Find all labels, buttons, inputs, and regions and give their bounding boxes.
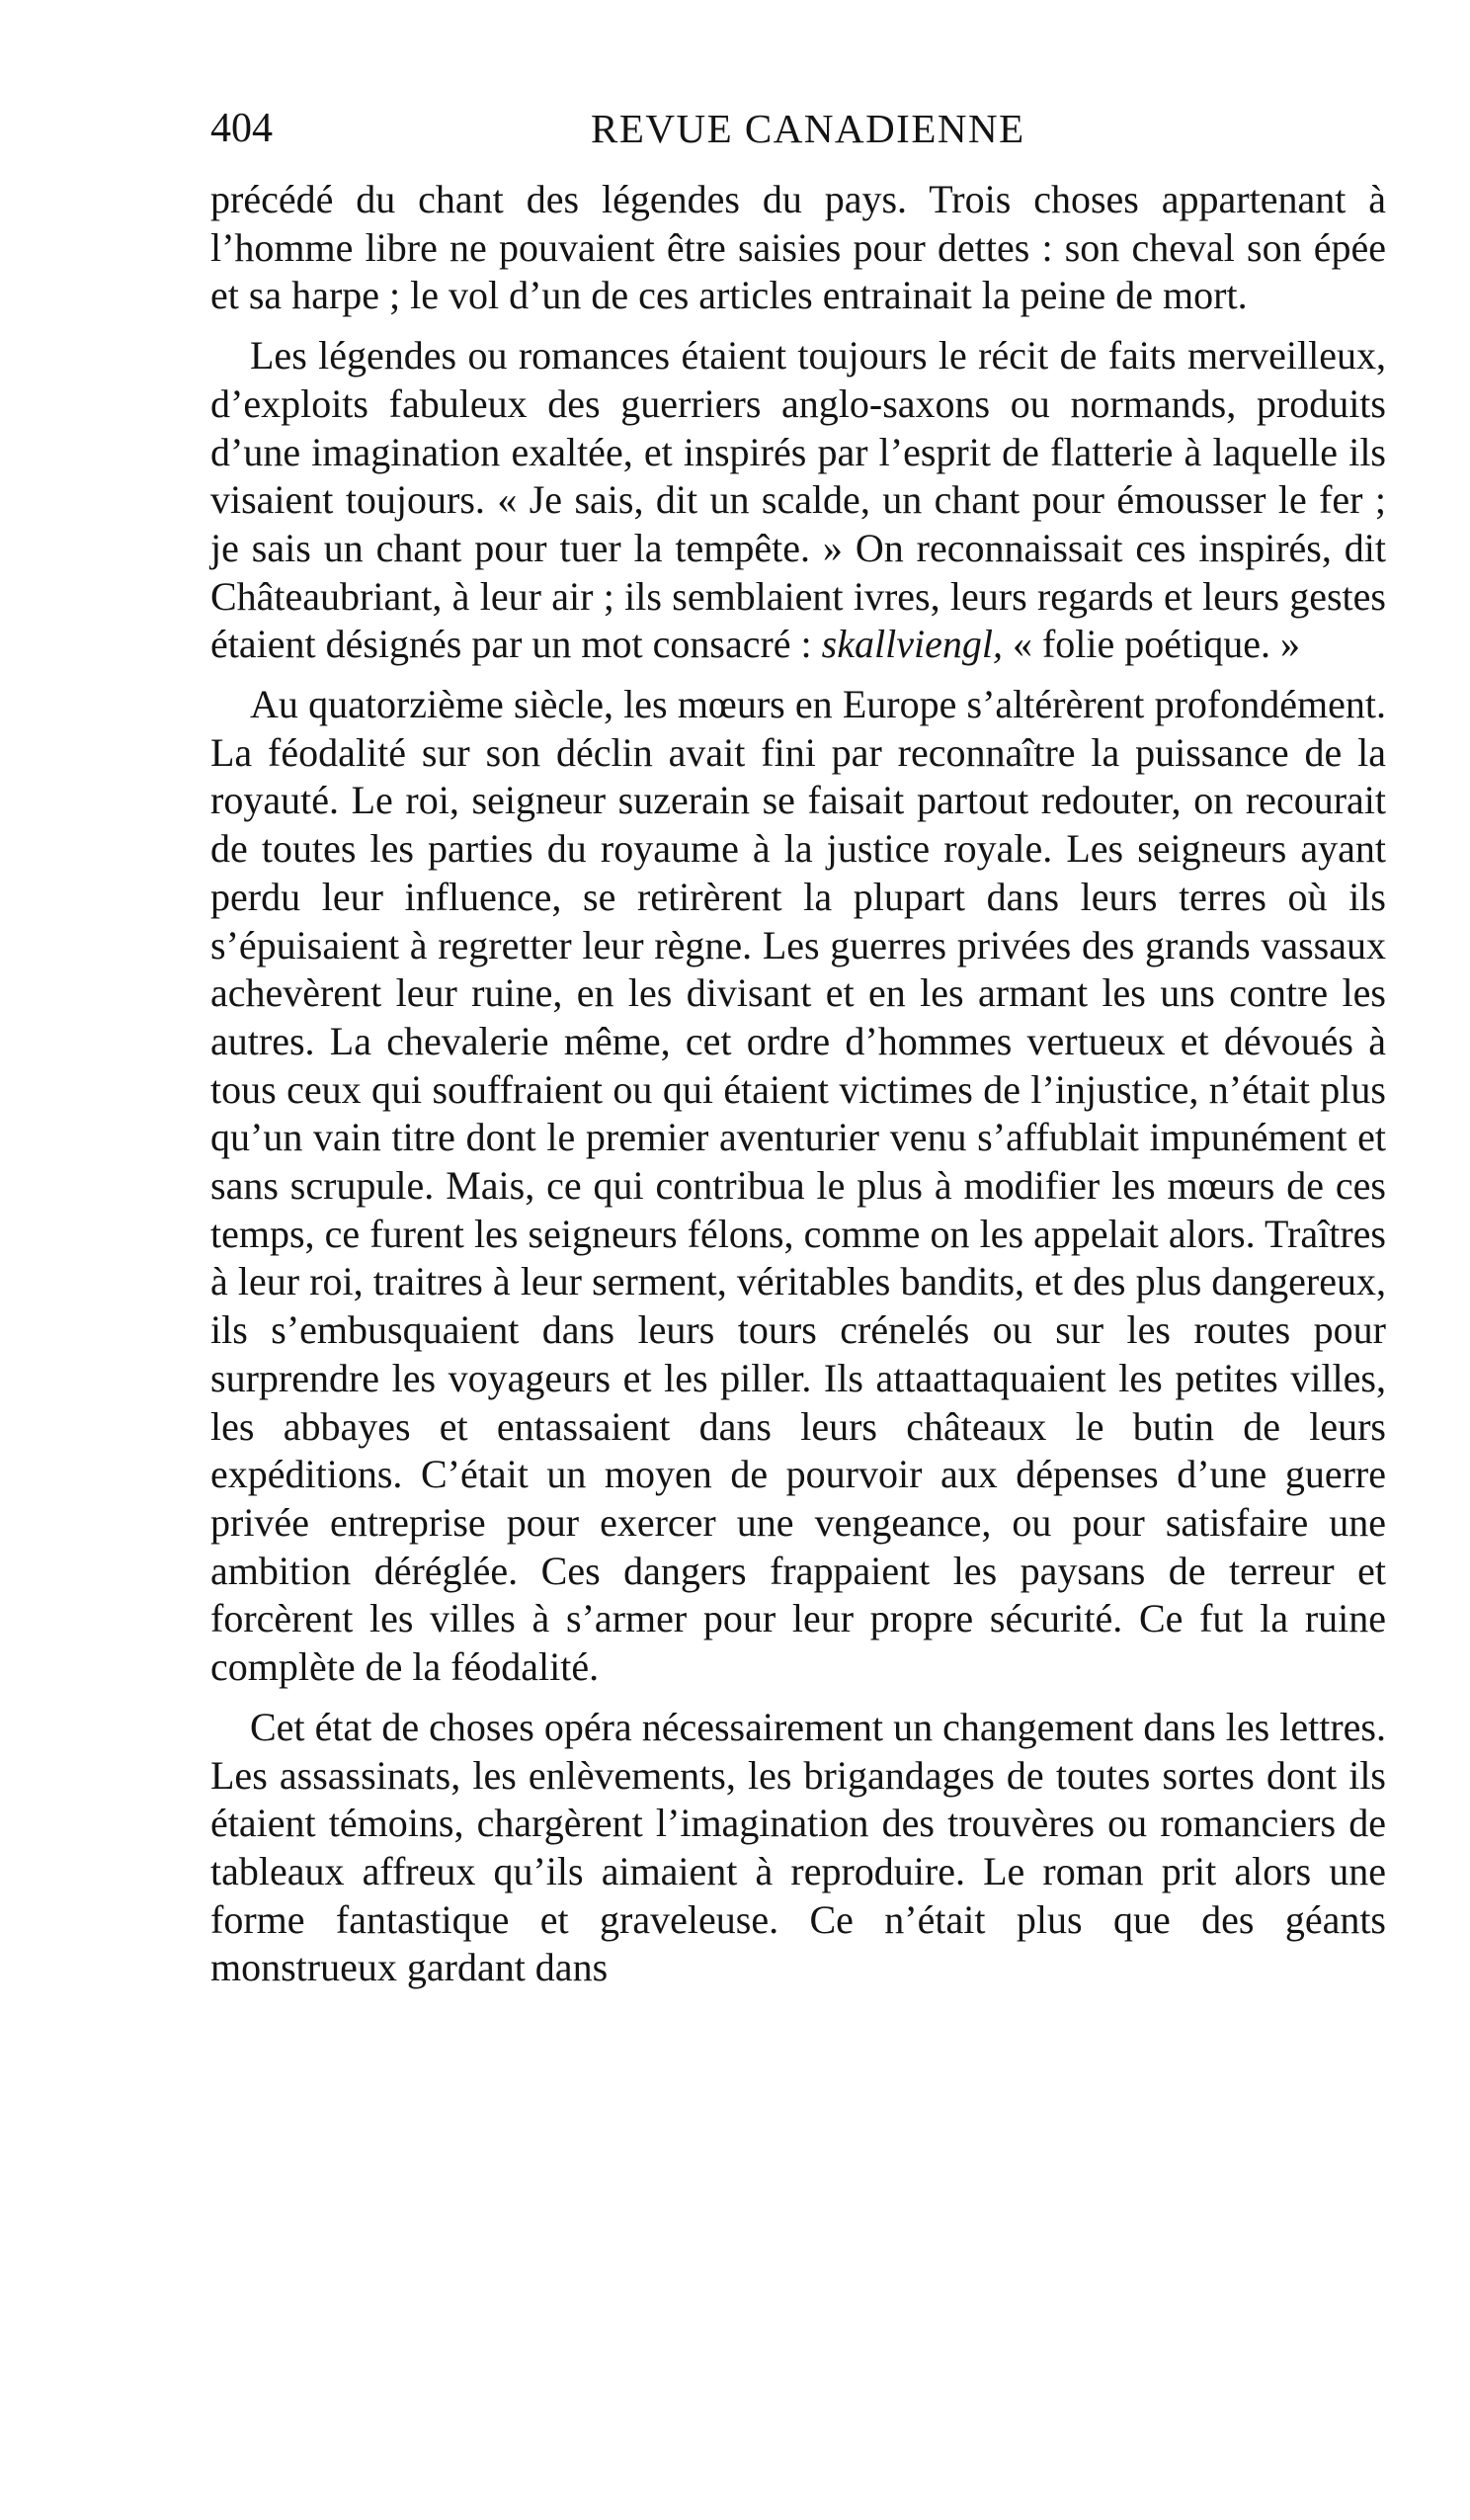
- paragraph-4: [210, 1704, 1386, 1992]
- journal-title: REVUE CANADIENNE: [591, 106, 1025, 151]
- paragraph-3-text: Au quatorzième siècle, les mœurs en Europe s’altérèrent profondément. La féodalité sur son déclin avait fini par reconnaître la puissance de la royauté. Le roi, seigneur suzerain se faisait partout redouter, on recourait de toutes les parties du royaume à la justice royale. Les seigneurs ayant perdu leur influence, se retirèrent la plupart dans leurs terres où ils s’épuisaient à regretter leur règne. Les guerres privées des grands vassaux achevèrent leur ruine, en les divisant et en les armant les uns contre les autres. La chevalerie même, cet ordre d’hommes vertueux et dévoués à tous ceux qui souffraient ou qui étaient victimes de l’injustice, n’était plus qu’un vain titre dont le premier aventurier venu s’affublait impunément et sans scrupule. Mais, ce qui contribua le plus à modifier les mœurs de ces temps, ce furent les seigneurs félons, comme on les appelait alors. Traîtres à leur roi, traitres à leur serment, véritables bandits, et des plus dangereux, ils s’embusquaient dans leurs tours crénelés ou sur les routes pour surprendre les voyageurs et les piller. Ils attaattaquaient les petites villes, les abbayes et entassaient dans leurs châteaux le butin de leurs expéditions. C’était un moyen de pourvoir aux dépenses d’une guerre privée entreprise pour exercer une vengeance, ou pour satisfaire une ambition déréglée. Ces dangers frappaient les paysans de terreur et forcèrent les villes à s’armer pour leur propre sécurité. Ce fut la ruine complète de la féodalité.: [210, 682, 1386, 1690]
- paragraph-1: [210, 176, 1386, 320]
- body-text: [210, 176, 1386, 1992]
- paragraph-2-text-end: « folie poétique. »: [1002, 622, 1300, 667]
- paragraph-3: [210, 681, 1386, 1692]
- running-head: [210, 99, 1386, 158]
- page-number: 404: [210, 106, 273, 151]
- paragraph-4-text: Cet état de choses opéra nécessairement un changement dans les lettres. Les assassinats, les enlèvements, les brigandages de toutes sortes dont ils étaient témoins, chargèrent l’imagination des trouvères ou romanciers de tableaux affreux qu’ils aimaient à reproduire. Le roman prit alors une forme fantastique et graveleuse. Ce n’était plus que des géants monstrueux gardant dans: [210, 1704, 1386, 1990]
- italic-term: skallviengl,: [821, 622, 1003, 667]
- paragraph-1-text: précédé du chant des légendes du pays. Trois choses appartenant à l’homme libre ne pouvaient être saisies pour dettes : son cheval son épée et sa harpe ; le vol d’un de ces articles entrainait la peine de mort.: [210, 177, 1386, 318]
- paragraph-2: [210, 332, 1386, 669]
- paragraph-2-text: Les légendes ou romances étaient toujours le récit de faits merveilleux, d’exploits fabuleux des guerriers anglo-saxons ou normands, produits d’une imagination exaltée, et inspirés par l’esprit de flatterie à laquelle ils visaient toujours. « Je sais, dit un scalde, un chant pour émousser le fer ; je sais un chant pour tuer la tempête. » On reconnaissait ces inspirés, dit Châteaubriant, à leur air ; ils semblaient ivres, leurs regards et leurs gestes étaient désignés par un mot consacré :: [210, 333, 1386, 667]
